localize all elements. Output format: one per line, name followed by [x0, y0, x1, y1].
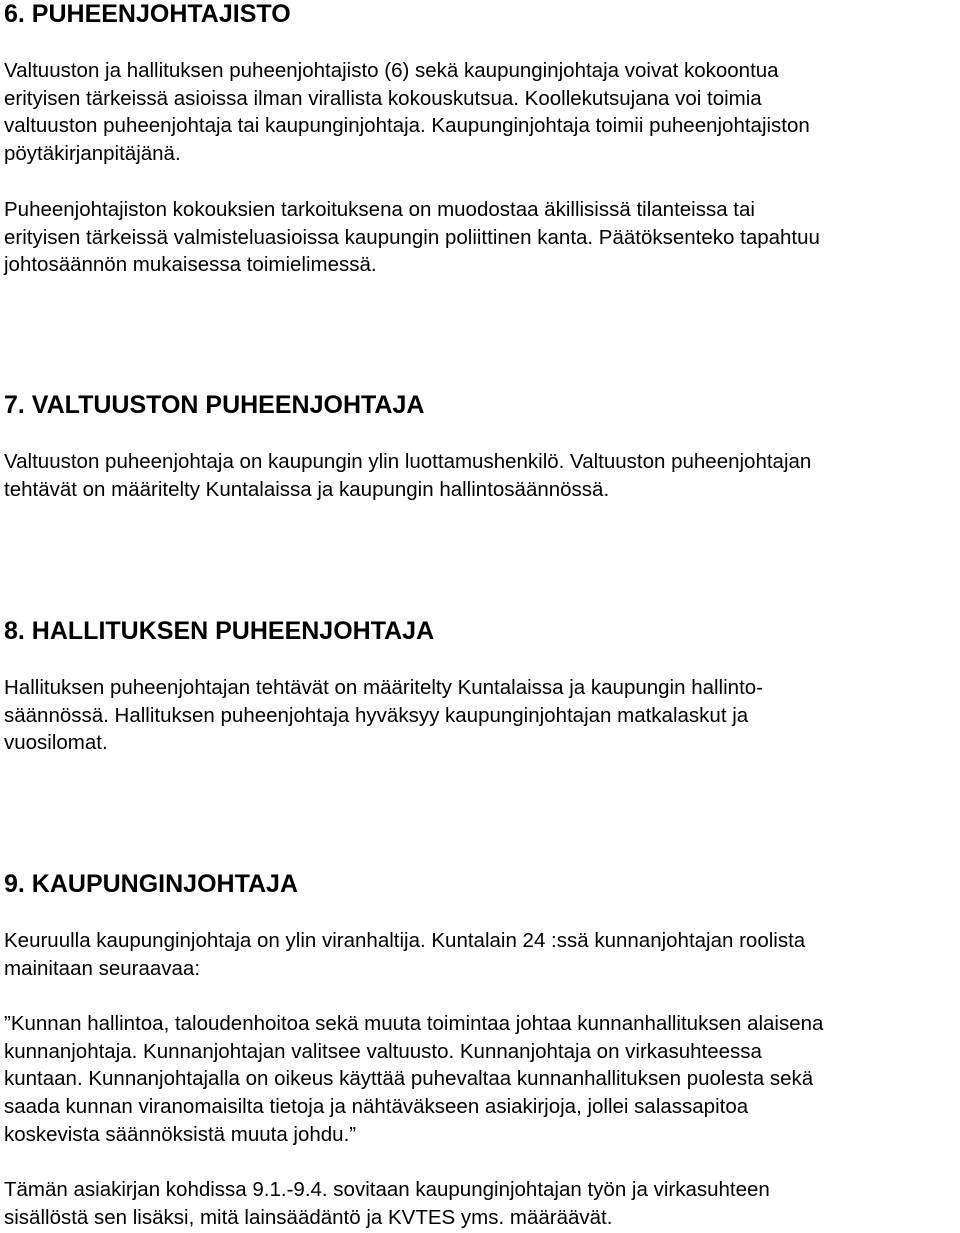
text-line: Valtuuston ja hallituksen puheenjohtajisto (6) sekä kaupunginjohtaja voivat kokoontua [4, 59, 779, 82]
text-line: kuntaan. Kunnanjohtajalla on oikeus käyttää puhevaltaa kunnanhallituksen puolesta sekä [4, 1067, 814, 1091]
text-line: erityisen tärkeissä asioissa ilman virallista kokouskutsua. Koollekutsujana voi toimia [4, 86, 762, 110]
quote-paragraph [4, 1010, 823, 1149]
section-heading-hallituksen-puheenjohtaja: 8. HALLITUKSEN PUHEENJOHTAJA [4, 617, 435, 645]
paragraph [4, 448, 811, 503]
text-line: tehtävät on määritelty Kuntalaissa ja kaupungin hallintosäännössä. [4, 477, 610, 501]
text-line: säännössä. Hallituksen puheenjohtaja hyväksyy kaupunginjohtajan matkalaskut ja [4, 703, 749, 727]
text-line: ”Kunnan hallintoa, taloudenhoitoa sekä muuta toimintaa johtaa kunnanhallituksen alaisena [4, 1012, 824, 1035]
section-heading-valtuuston-puheenjohtaja: 7. VALTUUSTON PUHEENJOHTAJA [4, 391, 425, 419]
paragraph [4, 1176, 770, 1231]
text-line: Valtuuston puheenjohtaja on kaupungin ylin luottamushenkilö. Valtuuston puheenjohtajan [4, 450, 812, 473]
text-line: sisällöstä sen lisäksi, mitä lainsäädäntö ja KVTES yms. määräävät. [4, 1205, 613, 1229]
text-line: saada kunnan viranomaisilta tietoja ja nähtäväkseen asiakirjoja, jollei salassapitoa [4, 1095, 749, 1119]
text-line: mainitaan seuraavaa: [4, 956, 201, 980]
section-heading-kaupunginjohtaja: 9. KAUPUNGINJOHTAJA [4, 870, 299, 898]
text-line: kunnanjohtaja. Kunnanjohtajan valitsee valtuusto. Kunnanjohtaja on virkasuhteessa [4, 1039, 762, 1063]
text-line: johtosäännön mukaisessa toimielimessä. [4, 253, 377, 277]
text-line: koskevista säännöksistä muuta johdu.” [4, 1122, 357, 1146]
text-line: erityisen tärkeissä valmisteluasioissa kaupungin poliittinen kanta. Päätöksenteko tapahtuu [4, 225, 820, 249]
text-line: valtuuston puheenjohtaja tai kaupunginjohtaja. Kaupunginjohtaja toimii puheenjohtajiston [4, 114, 810, 138]
paragraph [4, 57, 810, 168]
section-heading-puheenjohtajisto: 6. PUHEENJOHTAJISTO [4, 0, 291, 28]
text-line: Puheenjohtajiston kokouksien tarkoituksena on muodostaa äkillisissä tilanteissa tai [4, 198, 755, 221]
text-line: Hallituksen puheenjohtajan tehtävät on määritelty Kuntalaissa ja kaupungin hallinto- [4, 676, 763, 699]
paragraph [4, 674, 763, 757]
text-line: vuosilomat. [4, 731, 108, 755]
text-line: pöytäkirjanpitäjänä. [4, 142, 181, 166]
text-line: Tämän asiakirjan kohdissa 9.1.-9.4. sovitaan kaupunginjohtajan työn ja virkasuhteen [4, 1178, 770, 1201]
paragraph [4, 927, 805, 982]
paragraph [4, 196, 820, 279]
text-line: Keuruulla kaupunginjohtaja on ylin viranhaltija. Kuntalain 24 :ssä kunnanjohtajan roolista [4, 929, 806, 952]
